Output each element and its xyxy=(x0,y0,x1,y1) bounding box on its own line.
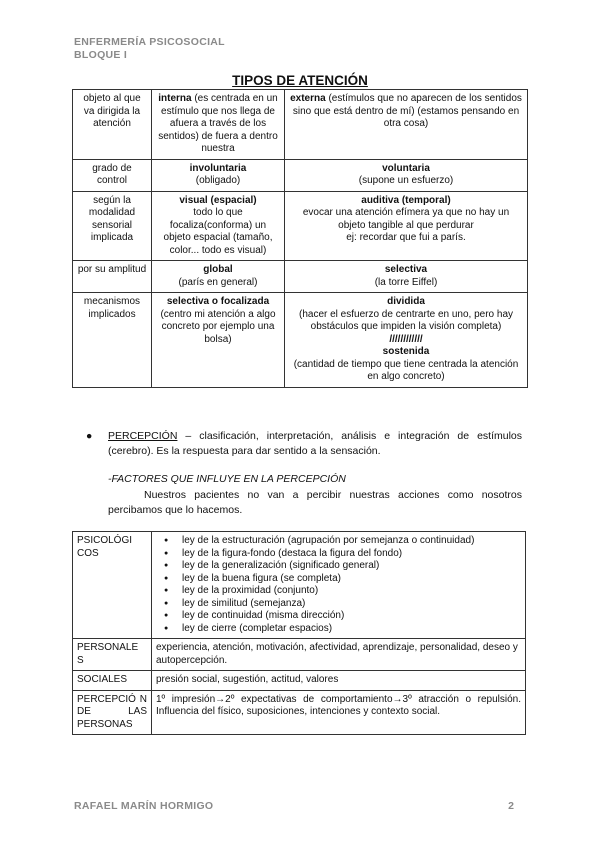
row-label: PERCEPCIÓ N DE LAS PERSONAS xyxy=(73,690,152,735)
row-label: según la modalidad sensorial implicada xyxy=(73,191,152,261)
cell: voluntaria (supone un esfuerzo) xyxy=(285,159,528,191)
cell: presión social, sugestión, actitud, valores xyxy=(152,671,526,691)
row-label: SOCIALES xyxy=(73,671,152,691)
list-item: ● ley de continuidad (misma dirección) xyxy=(178,610,521,623)
row-label: PSICOLÓGI COS xyxy=(73,532,152,639)
table-row xyxy=(73,671,526,691)
list-item: ● ley de cierre (completar espacios) xyxy=(178,623,521,636)
perception-factors-table xyxy=(72,531,526,735)
cell: 1º impresión→2º expectativas de comportamiento→3º atracción o repulsión. Influencia del físico, suposiciones, intenciones y contexto social. xyxy=(152,690,526,735)
separator-slashes: //////////// xyxy=(389,333,423,345)
table-row xyxy=(73,159,528,191)
table-row xyxy=(73,293,528,388)
cell: experiencia, atención, motivación, afectividad, aprendizaje, personalidad, deseo y autopercepción. xyxy=(152,639,526,671)
cell: dividida (hacer el esfuerzo de centrarte en uno, pero hay obstáculos que impiden la visión completa) //////////// sostenida (cantidad de tiempo que tiene centrada la atención en algo concreto) xyxy=(285,293,528,388)
table-row xyxy=(73,639,526,671)
table-row xyxy=(73,532,526,639)
list-item: ● ley de similitud (semejanza) xyxy=(178,598,521,611)
page-number: 2 xyxy=(508,800,514,812)
cell: selectiva o focalizada (centro mi atención a algo concreto por ejemplo una bolsa) xyxy=(152,293,285,388)
factors-heading: -FACTORES QUE INFLUYE EN LA PERCEPCIÓN xyxy=(108,473,346,485)
factors-note: Nuestros pacientes no van a percibir nuestras acciones como nosotros percibamos que lo hacemos. xyxy=(108,489,522,516)
percepcion-bullet xyxy=(86,429,522,459)
page-title: TIPOS DE ATENCIÓN xyxy=(232,73,368,88)
footer-author: RAFAEL MARÍN HORMIGO xyxy=(74,800,214,812)
header-course: ENFERMERÍA PSICOSOCIAL xyxy=(74,36,225,48)
row-label: por su amplitud xyxy=(73,261,152,293)
table-row xyxy=(73,261,528,293)
header-block: BLOQUE I xyxy=(74,49,128,61)
cell: involuntaria (obligado) xyxy=(152,159,285,191)
row-label: mecanismos implicados xyxy=(73,293,152,388)
cell: global (parís en general) xyxy=(152,261,285,293)
table-row xyxy=(73,90,528,160)
row-label: grado de control xyxy=(73,159,152,191)
cell: selectiva (la torre Eiffel) xyxy=(285,261,528,293)
cell: externa (estímulos que no aparecen de los sentidos sino que está dentro de mí) (estamos pensando en otra cosa) xyxy=(285,90,528,160)
percepcion-term: PERCEPCIÓN xyxy=(108,430,178,442)
row-label: PERSONALE S xyxy=(73,639,152,671)
list-item: ● ley de la buena figura (se completa) xyxy=(178,573,521,586)
attention-types-table xyxy=(72,89,528,388)
list-item: ● ley de la figura-fondo (destaca la figura del fondo) xyxy=(178,548,521,561)
table-row xyxy=(73,690,526,735)
list-item: ● ley de la generalización (significado general) xyxy=(178,560,521,573)
cell: auditiva (temporal) evocar una atención efímera ya que no hay un objeto tangible al que perdurar ej: recordar que fui a parís. xyxy=(285,191,528,261)
cell: visual (espacial) todo lo que focaliza(conforma) un objeto espacial (tamaño, color... todo es visual) xyxy=(152,191,285,261)
bullet-icon: ● xyxy=(86,430,93,442)
table-row xyxy=(73,191,528,261)
laws-cell xyxy=(152,532,526,639)
row-label: objeto al que va dirigida la atención xyxy=(73,90,152,160)
list-item: ● ley de la estructuración (agrupación por semejanza o continuidad) xyxy=(178,535,521,548)
running-header xyxy=(74,36,225,62)
percepcion-definition: – clasificación, interpretación, análisis e integración de estímulos (cerebro). Es la respuesta para dar sentido a la sensación. xyxy=(108,430,522,457)
laws-list xyxy=(156,535,521,635)
list-item: ● ley de la proximidad (conjunto) xyxy=(178,585,521,598)
cell: interna (es centrada en un estímulo que nos llega de afuera a través de los sentidos) de fuera a dentro nuestra xyxy=(152,90,285,160)
